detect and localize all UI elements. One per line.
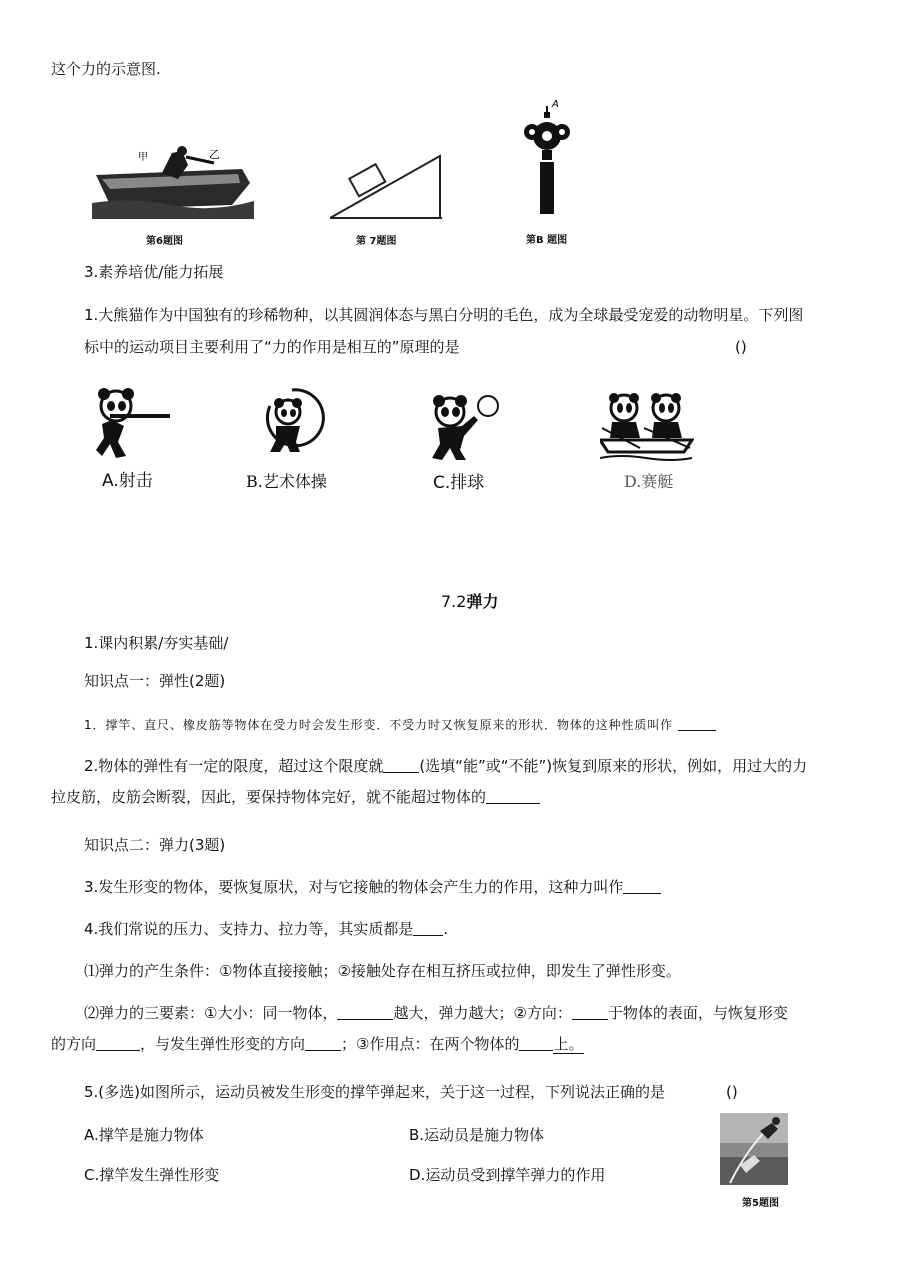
q1-line2: 标中的运动项目主要利用了“力的作用是相互的”原理的是: [84, 338, 460, 356]
q1-answer-paren: (): [735, 338, 747, 356]
svg-text:乙: 乙: [209, 148, 220, 161]
answer-blank: [96, 1034, 140, 1051]
panda-shooting-icon: [96, 386, 172, 460]
q4-line: 4.我们常说的压力、支持力、拉力等，其实质都是 .: [84, 920, 449, 938]
answer-blank: [305, 1034, 341, 1051]
knowledge-point-2: 知识点二：弹力(3题): [84, 836, 226, 854]
answer-blank: [413, 919, 443, 936]
option-d-label: D.赛艇: [624, 472, 674, 491]
q2-line1: 2.物体的弹性有一定的限度，超过这个限度就 (选填“能”或“不能”)恢复到原来的形状，例如，用过大的力: [84, 757, 808, 775]
q1-elasticity: 1．撑竿、直尺、橡皮筋等物体在受力时会发生形变．不受力时又恢复原来的形状．物体的这种性质叫作: [84, 714, 716, 735]
point-a-label: A: [552, 99, 559, 110]
incline-figure: [330, 150, 445, 222]
q5-figure-caption: 第5题图: [742, 1198, 779, 1209]
answer-blank: [623, 877, 661, 894]
q5-option-c: C.撑竿发生弹性形变: [84, 1166, 220, 1184]
chinese-knot-figure: [518, 98, 570, 216]
q5-option-a: A.撑竿是施力物体: [84, 1126, 204, 1144]
answer-blank: [486, 787, 540, 804]
q5-answer-paren: (): [726, 1083, 738, 1101]
section-3-title: 3.素养培优/能力拓展: [84, 263, 224, 281]
q5-option-d: D.运动员受到撑竿弹力的作用: [409, 1166, 606, 1184]
panda-rowing-icon: [600, 388, 694, 462]
q1-line1: 1.大熊猫作为中国独有的珍稀物种，以其圆润体态与黑白分明的毛色，成为全球最受宠爱的动物明星。下列图: [84, 306, 804, 324]
intro-line: 这个力的示意图.: [51, 60, 161, 78]
answer-blank: [383, 756, 419, 773]
svg-text:甲: 甲: [138, 152, 148, 163]
three-elements-line2: 的方向 ，与发生弹性形变的方向 ；③作用点：在两个物体的 上。: [51, 1035, 584, 1053]
panda-volleyball-icon: [430, 390, 500, 462]
subsection-title: 1.课内积累/夯实基础/: [84, 634, 229, 652]
answer-blank: [678, 714, 716, 731]
pole-vault-photo: [720, 1113, 788, 1185]
q2-line2: 拉皮筋，皮筋会断裂，因此，要保持物体完好，就不能超过物体的: [51, 787, 540, 807]
option-c-label: C.排球: [433, 473, 485, 493]
knowledge-point-1: 知识点一：弹性(2题): [84, 672, 226, 690]
boat-figure: [92, 143, 254, 219]
q3-line: 3.发生形变的物体，要恢复原状，对与它接触的物体会产生力的作用，这种力叫作: [84, 877, 661, 897]
elastic-force-condition: ⑴弹力的产生条件：①物体直接接触；②接触处存在相互挤压或拉伸，即发生了弹性形变。: [84, 962, 681, 980]
answer-blank: [572, 1003, 608, 1020]
panda-gymnastics-icon: [262, 386, 326, 460]
answer-blank: [337, 1003, 393, 1020]
q5-line: 5.(多选)如图所示，运动员被发生形变的撑竿弹起来，关于这一过程，下列说法正确的是: [84, 1083, 666, 1101]
figure-caption-b: 第B 题图: [526, 235, 568, 246]
option-a-label: A.射击: [102, 471, 153, 491]
figure-caption-6: 第6题图: [146, 236, 183, 247]
option-b-label: B.艺术体操: [246, 472, 327, 491]
three-elements-line1: ⑵弹力的三要素：①大小：同一物体， 越大，弹力越大；②方向： 于物体的表面，与恢复形变: [84, 1004, 788, 1022]
answer-blank: [519, 1034, 553, 1051]
q5-option-b: B.运动员是施力物体: [409, 1126, 545, 1144]
section-heading: 7.2弹力: [441, 592, 499, 611]
figure-caption-7: 第 7题图: [356, 236, 397, 247]
